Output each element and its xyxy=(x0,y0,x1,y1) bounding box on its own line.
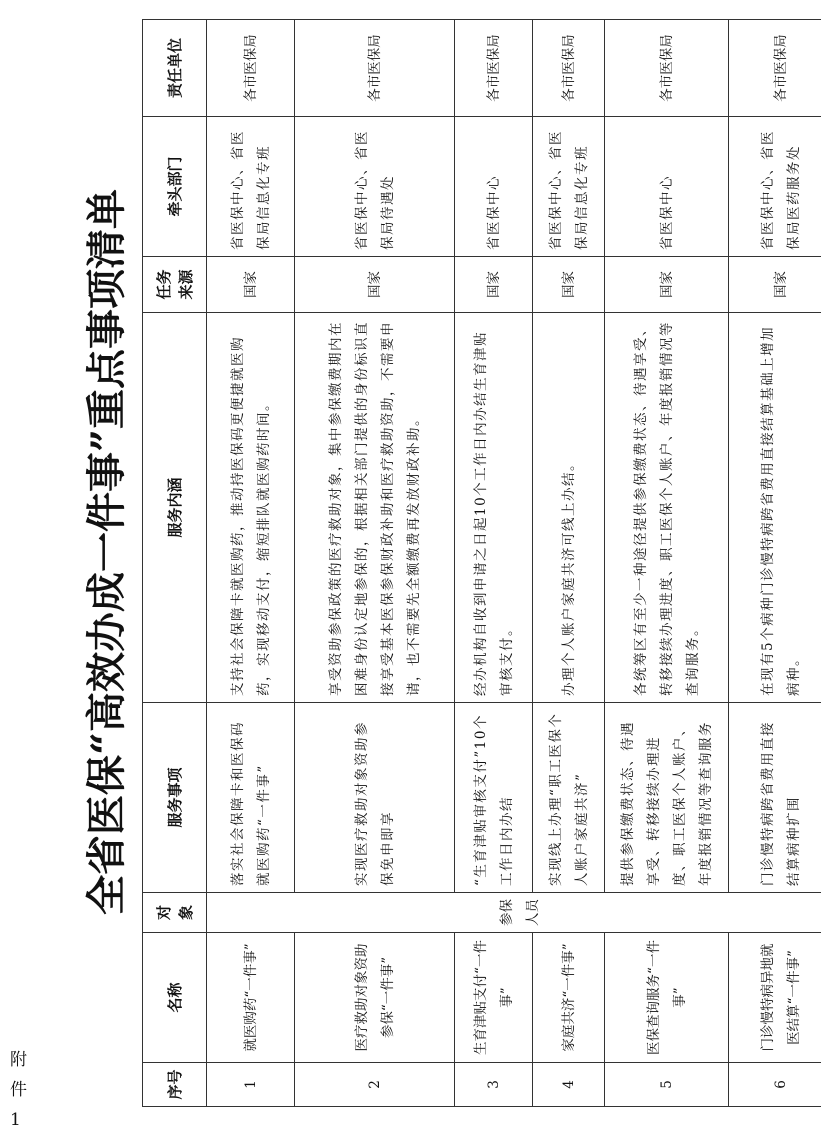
header-dept: 牵头部门 xyxy=(143,117,207,257)
row-no: 1 xyxy=(207,1063,295,1107)
row-name: 医疗救助对象资助参保“一件事” xyxy=(295,933,455,1063)
row-unit: 各市医保局 xyxy=(533,20,605,117)
row-dept: 省医保中心 xyxy=(455,117,533,257)
row-content: 在现有5个病种门诊慢特病跨省费用直接结算基础上增加病种。 xyxy=(729,313,821,703)
row-name: 门诊慢特病异地就医结算“一件事” xyxy=(729,933,821,1063)
row-content: 支持社会保障卡就医购药，推动持医保码更便捷就医购药，实现移动支付，缩短排队就医购药时间。 xyxy=(207,313,295,703)
header-unit: 责任单位 xyxy=(143,20,207,117)
row-unit: 各市医保局 xyxy=(207,20,295,117)
row-dept: 省医保中心 xyxy=(605,117,729,257)
row-unit: 各市医保局 xyxy=(295,20,455,117)
row-target: 参保人员 xyxy=(207,893,821,933)
row-no: 3 xyxy=(455,1063,533,1107)
table-row xyxy=(729,20,821,1107)
row-name: 生育津贴支付“一件事” xyxy=(455,933,533,1063)
row-source: 国家 xyxy=(207,257,295,313)
row-no: 2 xyxy=(295,1063,455,1107)
table-row xyxy=(455,20,533,1107)
header-source: 任务来源 xyxy=(143,257,207,313)
row-dept: 省医保中心、省医保局待遇处 xyxy=(295,117,455,257)
attachment-label: 附件 1 xyxy=(10,1045,40,1105)
header-row xyxy=(143,20,207,1107)
row-source: 国家 xyxy=(605,257,729,313)
row-item: 门诊慢特病跨省费用直接结算病种扩围 xyxy=(729,703,821,893)
row-source: 国家 xyxy=(295,257,455,313)
row-item: 落实社会保障卡和医保码就医购药“一件事” xyxy=(207,703,295,893)
table-row xyxy=(207,20,295,1107)
row-source: 国家 xyxy=(729,257,821,313)
header-name: 名称 xyxy=(143,933,207,1063)
page-title: 全省医保“高效办成一件事”重点事项清单 xyxy=(72,172,142,932)
row-no: 4 xyxy=(533,1063,605,1107)
row-unit: 各市医保局 xyxy=(605,20,729,117)
row-name: 家庭共济“一件事” xyxy=(533,933,605,1063)
row-no: 5 xyxy=(605,1063,729,1107)
row-content: 办理个人账户家庭共济可线上办结。 xyxy=(533,313,605,703)
row-unit: 各市医保局 xyxy=(729,20,821,117)
row-dept: 省医保中心、省医保局医药服务处 xyxy=(729,117,821,257)
rotated-table-container xyxy=(142,20,773,1107)
row-item: 实现线上办理“职工医保个人账户家庭共济” xyxy=(533,703,605,893)
row-item: 提供参保缴费状态、待遇享受、转移接续办理进度、职工医保个人账户、年度报销情况等查询服务 xyxy=(605,703,729,893)
header-item: 服务事项 xyxy=(143,703,207,893)
row-source: 国家 xyxy=(455,257,533,313)
table-row xyxy=(533,20,605,1107)
key-items-table xyxy=(142,19,821,1107)
row-item: “生育津贴审核支付”10个工作日内办结 xyxy=(455,703,533,893)
row-name: 医保查询服务“一件事” xyxy=(605,933,729,1063)
row-dept: 省医保中心、省医保局信息化专班 xyxy=(533,117,605,257)
table-row xyxy=(605,20,729,1107)
header-content: 服务内涵 xyxy=(143,313,207,703)
table-row xyxy=(295,20,455,1107)
row-no: 6 xyxy=(729,1063,821,1107)
row-content: 各统筹区有至少一种途径提供参保缴费状态、待遇享受、转移接续办理进度、职工医保个人账户、年度报销情况等查询服务。 xyxy=(605,313,729,703)
row-content: 经办机构自收到申请之日起10个工作日内办结生育津贴审核支付。 xyxy=(455,313,533,703)
row-unit: 各市医保局 xyxy=(455,20,533,117)
row-content: 享受资助参保政策的医疗救助对象，集中参保缴费期内在困难身份认定地参保的，根据相关部门提供的身份标识直接享受基本医保参保财政补助和医疗救助资助，不需要申请，也不需要先全额缴费再发放财政补助。 xyxy=(295,313,455,703)
row-name: 就医购药“一件事” xyxy=(207,933,295,1063)
title-container xyxy=(72,172,142,932)
row-source: 国家 xyxy=(533,257,605,313)
row-item: 实现医疗救助对象资助参保免申即享 xyxy=(295,703,455,893)
header-no: 序号 xyxy=(143,1063,207,1107)
row-dept: 省医保中心、省医保局信息化专班 xyxy=(207,117,295,257)
header-target: 对象 xyxy=(143,893,207,933)
